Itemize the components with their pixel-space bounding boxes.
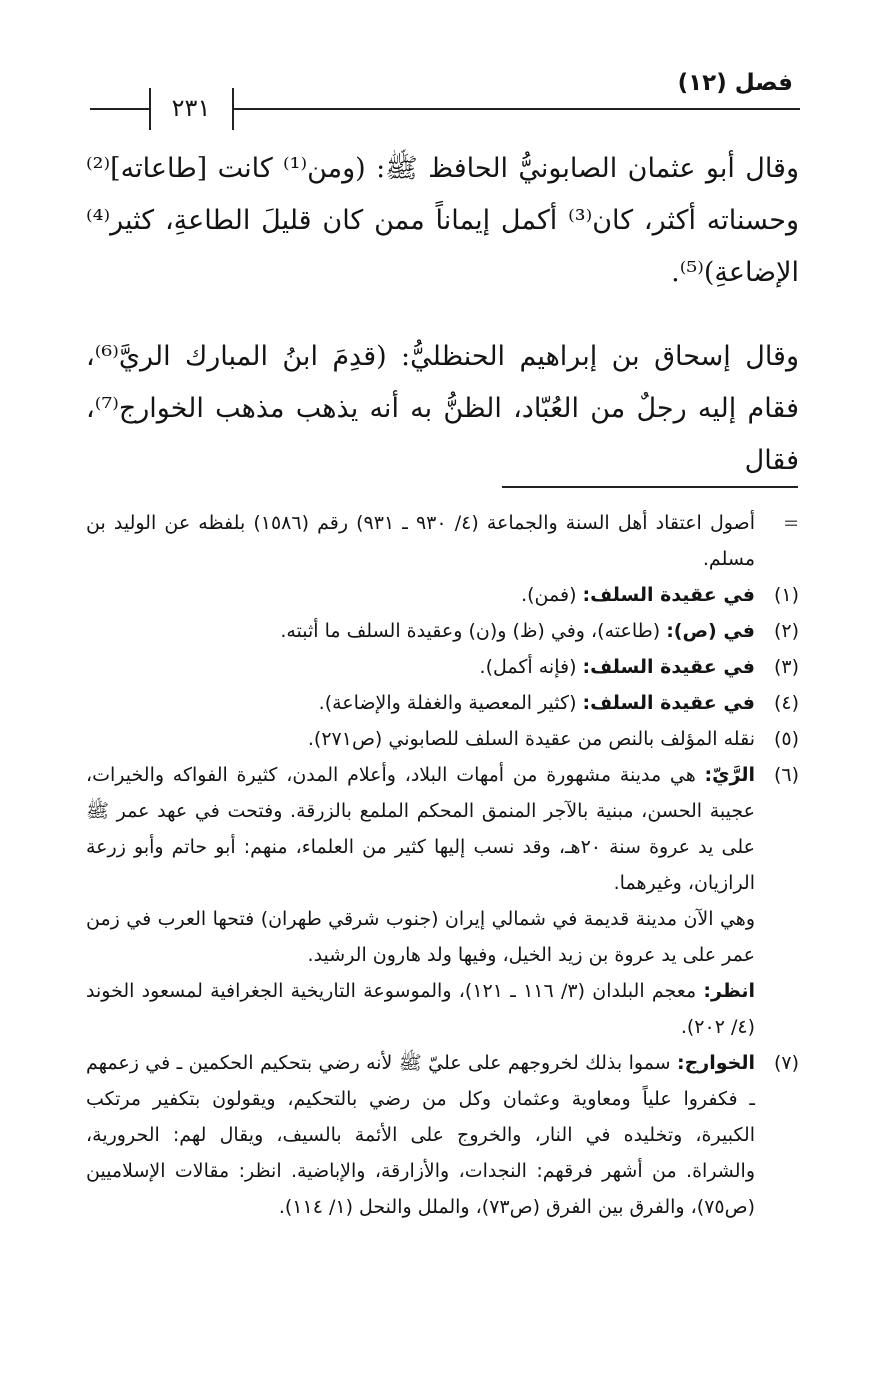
footnotes	[86, 505, 799, 1225]
footnote-7	[86, 1045, 799, 1225]
footnote-6-para-3	[86, 973, 799, 1045]
footnote-label: انظر:	[703, 980, 755, 1002]
footnote-text: معجم البلدان (٣/ ١١٦ ـ ١٢١)، والموسوعة التاريخية الجغرافية لمسعود الخوند (٤/ ٢٠٢).	[86, 980, 755, 1038]
paragraph-ishaq-quote: وقال إسحاق بن إبراهيم الحنظليُّ: (قدِمَ ابنُ المبارك الريَّ⁽⁶⁾، فقام إليه رجلٌ من العُبّاد، الظنُّ به أنه يذهب مذهب الخوارج⁽⁷⁾، فقال	[86, 341, 799, 476]
footnote-number: (٦)	[773, 764, 799, 786]
footnote-6	[86, 757, 799, 901]
footnote-text: (فإنه أكمل).	[479, 656, 583, 678]
footnote-number: (٣)	[773, 656, 799, 678]
footnote-6-para-2: وهي الآن مدينة قديمة في شمالي إيران (جنوب شرقي طهران) فتحها العرب في زمن عمر على يد عروة بن زيد الخيل، وفيها ولد هارون الرشيد.	[86, 908, 755, 966]
footnote-4	[86, 685, 799, 721]
footnote-text: سموا بذلك لخروجهم على عليّ ﷺ لأنه رضي بتحكيم الحكمين ـ في زعمهم ـ فكفروا علياً ومعاوية وعثمان وكل من رضي بالتحكيم، ويقولون بتكفير مرتكب الكبيرة، وتخليده في النار، والخروج على الأئمة بالسيف، ويقال لهم: الحرورية، والشراة. من أشهر فرقهم: النجدات، والأزارقة، والإباضية. انظر: مقالات الإسلاميين (ص٧٥)، والفرق بين الفرق (ص٧٣)، والملل والنحل (١/ ١١٤).	[86, 1052, 755, 1218]
footnote-1	[86, 577, 799, 613]
footnote-text: (فمن).	[521, 584, 583, 606]
footnote-3	[86, 649, 799, 685]
chapter-title: فصل (١٢)	[677, 70, 793, 96]
footnote-label: في (ص):	[666, 620, 755, 642]
footnote-label: الخوارج:	[677, 1052, 755, 1074]
footnote-number: (٥)	[773, 728, 799, 750]
footnote-number: (٤)	[773, 692, 799, 714]
footnote-text: أصول اعتقاد أهل السنة والجماعة (٤/ ٩٣٠ ـ ٩٣١) رقم (١٥٨٦) بلفظه عن الوليد بن مسلم.	[86, 512, 755, 570]
footnote-text: نقله المؤلف بالنص من عقيدة السلف للصابوني (ص٢٧١).	[307, 728, 755, 750]
footnote-label: في عقيدة السلف:	[582, 692, 755, 714]
continuation-mark: =	[783, 512, 799, 534]
footnote-label: الرَّيّ:	[704, 764, 755, 786]
page-number: ٢٣١	[171, 94, 211, 122]
header-rule-left	[90, 108, 150, 110]
footnote-2	[86, 613, 799, 649]
footnote-text: (كثير المعصية والغفلة والإضاعة).	[318, 692, 583, 714]
footnote-continuation	[86, 505, 799, 577]
footnote-text: (طاعته)، وفي (ظ) و(ن) وعقيدة السلف ما أثبته.	[280, 620, 667, 642]
paragraph-saboni-quote: وقال أبو عثمان الصابونيُّ الحافظ ﷺ: (ومن⁽¹⁾ كانت [طاعاته]⁽²⁾ وحسناته أكثر، كان⁽³⁾ أكمل إيماناً ممن كان قليلَ الطاعةِ، كثير⁽⁴⁾ الإضاعةِ)⁽⁵⁾.	[86, 153, 800, 288]
footnote-number: (١)	[773, 584, 799, 606]
footnote-separator	[502, 486, 798, 488]
footnote-text: هي مدينة مشهورة من أمهات البلاد، وأعلام المدن، كثيرة الفواكه والخيرات، عجيبة الحسن، مبنية بالآجر المنمق المحكم الملمع بالزرقة. وفتحت في عهد عمر ﷺ على يد عروة سنة ٢٠هـ، وقد نسب إليها كثير من العلماء، منهم: أبو حاتم وأبو زرعة الرازيان، وغيرهما.	[86, 764, 755, 894]
footnote-label: في عقيدة السلف:	[582, 584, 755, 606]
header-rule-right	[232, 108, 800, 110]
footnote-number: (٢)	[773, 620, 799, 642]
footnote-number: (٧)	[773, 1052, 799, 1074]
footnote-5	[86, 721, 799, 757]
footnote-label: في عقيدة السلف:	[582, 656, 755, 678]
